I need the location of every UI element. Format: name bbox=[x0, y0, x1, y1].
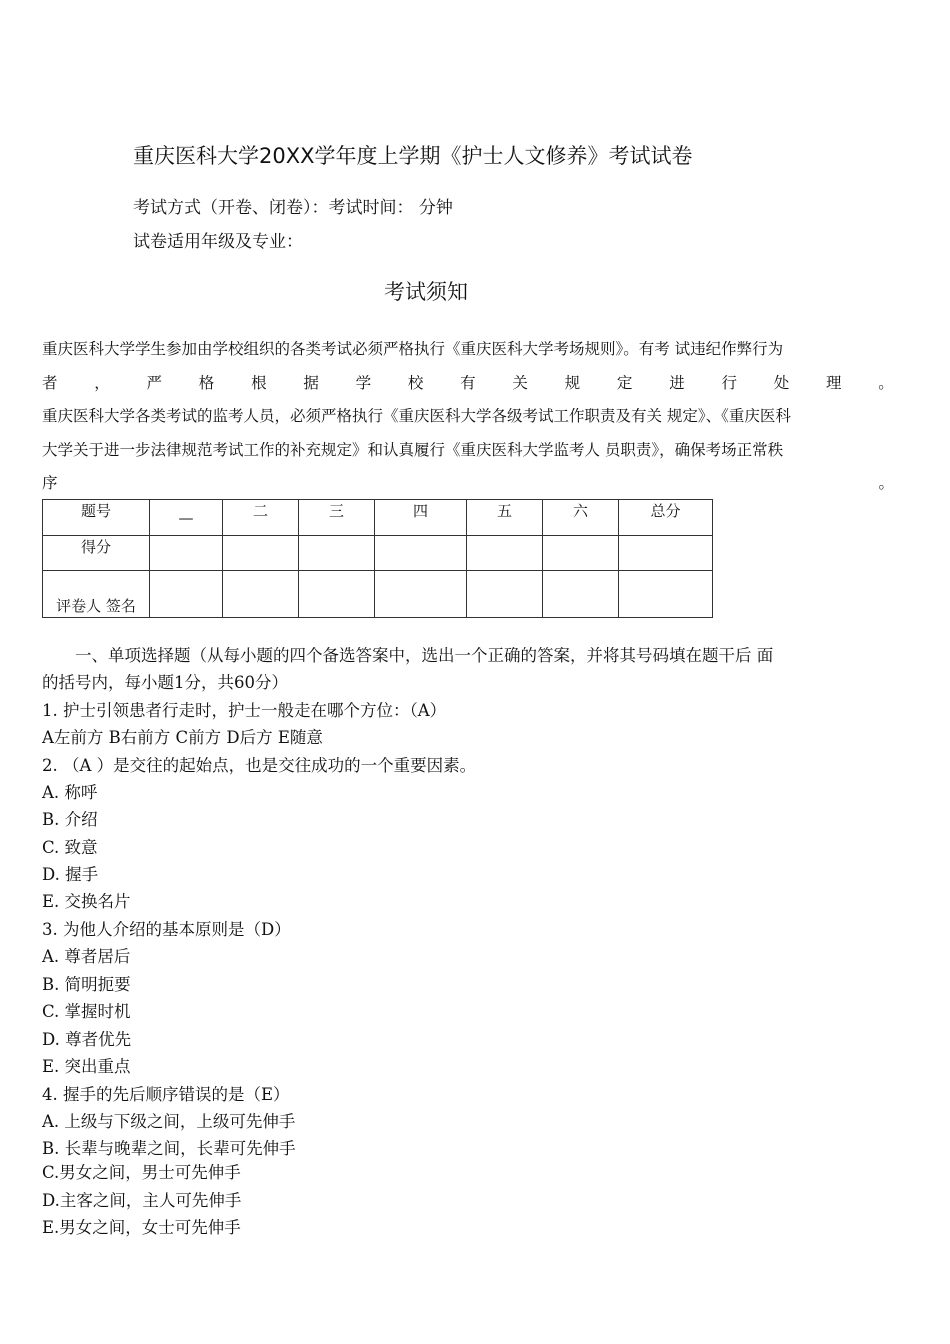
notice-line: 大学关于进一步法律规范考试工作的补充规定》和认真履行《重庆医科大学监考人 员职责》，确保考场正常秩 bbox=[42, 440, 784, 459]
notice-line: 重庆医科大学各类考试的监考人员，必须严格执行《重庆医科大学各级考试工作职责及有关 规定》、《重庆医科 bbox=[42, 407, 791, 425]
score-cell[interactable] bbox=[223, 536, 299, 571]
option-item: D. 握手 bbox=[42, 865, 99, 884]
notice-char: 者 bbox=[42, 373, 58, 392]
notice-heading-text: 考试须知 bbox=[384, 280, 468, 304]
option-item: A. 称呼 bbox=[42, 783, 98, 802]
table-header-cell: — bbox=[150, 500, 223, 536]
score-table-header-row bbox=[43, 500, 713, 536]
option-item: C. 掌握时机 bbox=[42, 1002, 131, 1021]
notice-line: 重庆医科大学学生参加由学校组织的各类考试必须严格执行《重庆医科大学考场规则》。有考 试违纪作弊行为 bbox=[42, 340, 784, 358]
option-item: A. 尊者居后 bbox=[42, 947, 131, 966]
question-options-inline: A左前方 B右前方 C前方 D后方 E随意 bbox=[42, 728, 323, 747]
score-cell[interactable] bbox=[467, 536, 543, 571]
table-header-cell: 三 bbox=[299, 500, 375, 536]
notice-char: 严 bbox=[146, 373, 163, 392]
grader-cell[interactable] bbox=[619, 571, 713, 618]
section-intro-line: 的括号内，每小题1分，共60分） bbox=[42, 673, 288, 692]
notice-char: 进 bbox=[669, 373, 685, 392]
notice-char: 学 bbox=[355, 373, 372, 392]
grader-row-label: 评卷人 签名 bbox=[43, 571, 150, 618]
question-stem: 3. 为他人介绍的基本原则是（D） bbox=[42, 920, 291, 939]
score-cell[interactable] bbox=[375, 536, 467, 571]
notice-char: 理 bbox=[825, 373, 842, 392]
score-cell[interactable] bbox=[150, 536, 223, 571]
notice-char: 。 bbox=[878, 474, 894, 492]
notice-char: 据 bbox=[303, 373, 319, 392]
table-header-cell: 六 bbox=[543, 500, 619, 536]
grader-cell[interactable] bbox=[223, 571, 299, 618]
notice-char: 序 bbox=[42, 474, 58, 492]
section-intro bbox=[42, 641, 892, 670]
score-row bbox=[43, 536, 713, 571]
notice-heading bbox=[0, 276, 950, 306]
score-cell[interactable] bbox=[619, 536, 713, 571]
question-stem: 1. 护士引领患者行走时，护士一般走在哪个方位：（A） bbox=[42, 701, 447, 720]
option-item: E. 交换名片 bbox=[42, 892, 131, 911]
table-header-cell: 总分 bbox=[619, 500, 713, 536]
notice-char: 根 bbox=[251, 373, 267, 392]
exam-mode-line: 考试方式（开卷、闭卷）：考试时间： 分钟 bbox=[133, 198, 453, 218]
question-stem: 2. （A ）是交往的起始点，也是交往成功的一个重要因素。 bbox=[42, 756, 477, 775]
option-item: E. 突出重点 bbox=[42, 1057, 131, 1076]
option-item: B. 介绍 bbox=[42, 810, 98, 829]
notice-paragraph bbox=[42, 333, 894, 501]
notice-char: 校 bbox=[407, 373, 424, 392]
notice-line-spread bbox=[42, 367, 894, 401]
option-item: A. 上级与下级之间，上级可先伸手 bbox=[42, 1112, 296, 1131]
notice-char: 定 bbox=[616, 373, 633, 392]
grade-major-line: 试卷适用年级及专业： bbox=[133, 232, 303, 252]
notice-line-last bbox=[42, 467, 894, 501]
table-header-cell: 题号 bbox=[43, 500, 150, 536]
notice-char: 。 bbox=[878, 373, 894, 392]
option-item: B. 简明扼要 bbox=[42, 975, 131, 994]
notice-char: 行 bbox=[721, 373, 737, 392]
score-cell[interactable] bbox=[543, 536, 619, 571]
table-header-cell: 五 bbox=[467, 500, 543, 536]
question-stem: 4. 握手的先后顺序错误的是（E） bbox=[42, 1085, 290, 1104]
option-item: C.男女之间，男士可先伸手 bbox=[42, 1163, 241, 1182]
option-item: B. 长辈与晚辈之间，长辈可先伸手 bbox=[42, 1139, 296, 1158]
option-item: C. 致意 bbox=[42, 838, 98, 857]
option-item: D. 尊者优先 bbox=[42, 1030, 132, 1049]
section-intro-line: 一、单项选择题（从每小题的四个备选答案中，选出一个正确的答案，并将其号码填在题干后 面 bbox=[75, 646, 774, 665]
grader-cell[interactable] bbox=[299, 571, 375, 618]
option-item: E.男女之间，女士可先伸手 bbox=[42, 1218, 241, 1237]
option-item: D.主客之间，主人可先伸手 bbox=[42, 1191, 242, 1210]
grader-cell[interactable] bbox=[543, 571, 619, 618]
grader-cell[interactable] bbox=[375, 571, 467, 618]
notice-char: 关 bbox=[512, 373, 528, 392]
grader-row bbox=[43, 571, 713, 618]
table-header-cell: 四 bbox=[375, 500, 467, 536]
notice-char: 有 bbox=[460, 373, 476, 392]
notice-char: 格 bbox=[198, 373, 215, 392]
score-cell[interactable] bbox=[299, 536, 375, 571]
table-header-cell: 二 bbox=[223, 500, 299, 536]
score-table bbox=[42, 499, 713, 618]
grader-cell[interactable] bbox=[150, 571, 223, 618]
exam-title: 重庆医科大学20XX学年度上学期《护士人文修养》考试试卷 bbox=[133, 144, 693, 168]
score-row-label: 得分 bbox=[43, 536, 150, 571]
notice-char: ， bbox=[94, 373, 110, 392]
notice-char: 处 bbox=[773, 373, 790, 392]
notice-char: 规 bbox=[564, 373, 581, 392]
grader-cell[interactable] bbox=[467, 571, 543, 618]
